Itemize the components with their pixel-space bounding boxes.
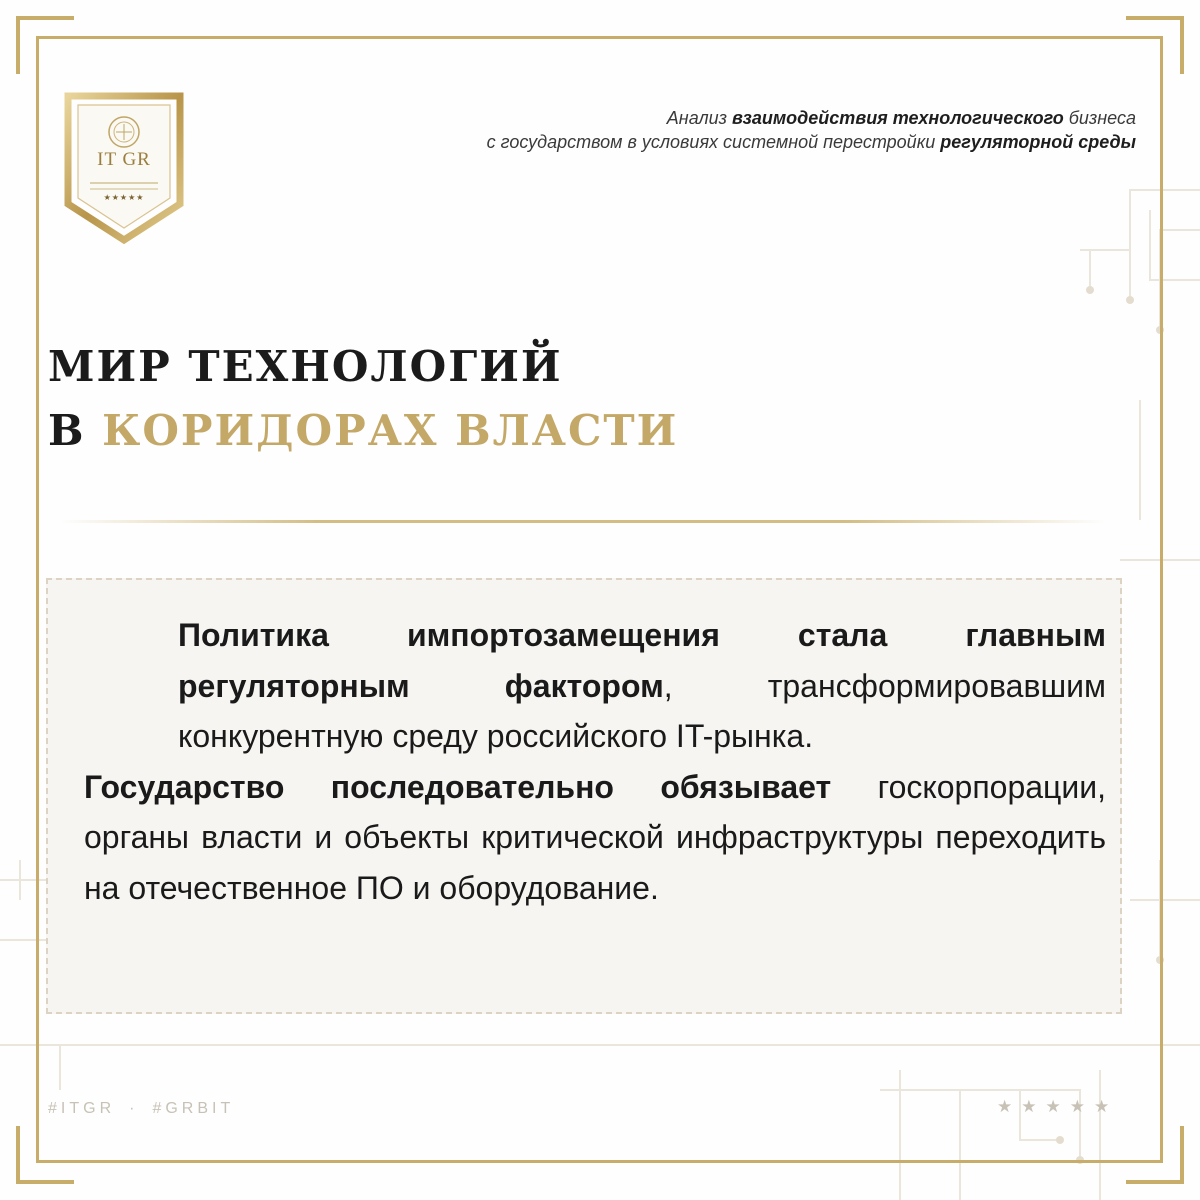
- subtitle-line-1: [376, 106, 1136, 130]
- paragraph-2-text: госкорпорации, органы власти и объекты критической инфраструктуры переходить на отечественное ПО и оборудование.: [84, 768, 1107, 906]
- subtitle-text: с государством в условиях системной перестройки: [486, 132, 941, 152]
- subtitle-text: Анализ: [666, 108, 733, 128]
- text-box: [46, 578, 1122, 1014]
- divider: [60, 520, 1105, 523]
- hashtag-separator: ·: [129, 1100, 139, 1117]
- logo: [64, 92, 184, 244]
- subtitle-text: бизнеса: [1063, 108, 1136, 128]
- logo-text: IT GR: [97, 149, 151, 170]
- hashtag-itgr: #ITGR: [48, 1100, 116, 1117]
- page-title: [48, 335, 678, 463]
- subtitle: [376, 106, 1136, 154]
- paragraph-1-bold: Политика импортозамещения стала главным регуляторным фактором: [178, 617, 1106, 704]
- subtitle-emphasis: регуляторной среды: [940, 132, 1136, 152]
- subtitle-line-2: [376, 130, 1136, 154]
- logo-stars: ★★★★★: [103, 193, 145, 202]
- title-line-1: МИР ТЕХНОЛОГИЙ: [48, 342, 563, 391]
- rating-stars: ★★★★★: [997, 1097, 1119, 1116]
- subtitle-emphasis: взаимодействия технологического: [732, 108, 1064, 128]
- paragraph-1-text: , трансформировавшим конкурентную среду российского IT-рынка.: [178, 667, 1107, 754]
- title-line-2: [48, 399, 678, 463]
- paragraph-2: [72, 762, 1106, 914]
- title-gold-text: КОРИДОРАХ ВЛАСТИ: [102, 406, 679, 455]
- paragraph-1: [72, 610, 1106, 762]
- title-prefix: В: [48, 406, 86, 455]
- hashtag-grbit: #GRBIT: [152, 1100, 235, 1117]
- paragraph-2-bold: Государство последовательно обязывает: [84, 768, 832, 805]
- hashtags: [48, 1100, 234, 1118]
